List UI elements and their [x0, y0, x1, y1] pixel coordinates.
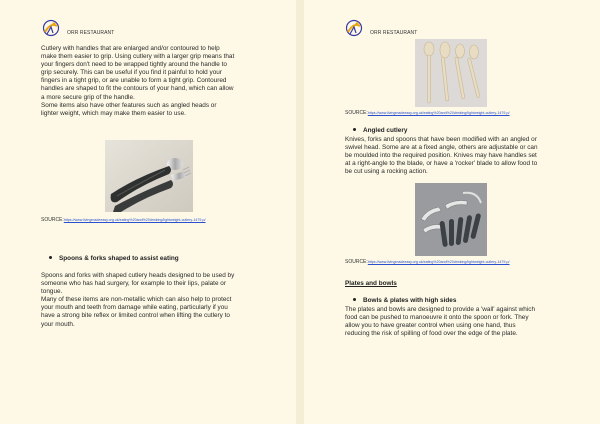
- bullet-dot-icon: [353, 298, 356, 301]
- text-line: grip securely. This can be useful if you find it painful to hold your: [41, 69, 222, 77]
- header-title: ORR RESTAURANT: [67, 30, 115, 36]
- text-line: a more secure grip of the handle.: [41, 93, 135, 101]
- left-page: [0, 0, 296, 424]
- image-source: [345, 259, 510, 266]
- text-line: Knives, forks and spoons that have been modified with an angled or: [345, 136, 537, 143]
- spoons-paragraph: [41, 272, 291, 329]
- text-line: tongue.: [41, 288, 63, 296]
- text-line: lighter weight, which may make them easier to use.: [41, 109, 186, 117]
- text-line: someone who has had surgery, for example to their lips, palate or: [41, 280, 226, 288]
- source-link[interactable]: https://www.livingmadeeasy.org.uk/eating%20and%20drinking/lightweight-cutlery-1479-p/: [63, 218, 206, 222]
- text-line: Spoons and forks with shaped cutlery heads designed to be used by: [41, 272, 235, 279]
- bowls-paragraph: [345, 306, 597, 338]
- image-source: [345, 110, 510, 117]
- source-label: SOURCE:: [41, 217, 64, 223]
- text-line: make them easier to grip. Using cutlery with a larger grip means that: [41, 53, 235, 61]
- text-line: swivel head. Some are at a fixed angle, others are adjustable or can: [345, 144, 538, 152]
- bullet-angled-cutlery: [353, 127, 407, 134]
- section-heading: Plates and bowls: [345, 280, 397, 287]
- bullet-dot-icon: [49, 256, 52, 259]
- wooden-spoons-photo: [415, 39, 487, 107]
- text-line: at a right-angle to the blade, or have a 'rocker' blade to allow food to: [345, 160, 538, 168]
- text-line: reducing the risk of spilling of food over the edge of the plate.: [345, 330, 518, 338]
- source-link[interactable]: https://www.livingmadeeasy.org.uk/eating%20and%20drinking/lightweight-cutlery-1479-p/: [367, 260, 510, 264]
- header-title: ORR RESTAURANT: [370, 30, 418, 36]
- source-label: SOURCE:: [345, 110, 368, 116]
- text-line: be moulded into the required position. Knives may have handles set: [345, 152, 537, 160]
- text-line: your fingers don't need to be wrapped tightly around the handle to: [41, 61, 227, 69]
- bullet-dot-icon: [353, 128, 356, 131]
- page-header: [344, 18, 417, 38]
- bullet-text: Bowls & plates with high sides: [363, 297, 457, 304]
- angled-paragraph: [345, 136, 597, 176]
- text-line: be cut using a rocking action.: [345, 168, 428, 176]
- intro-paragraph: [41, 45, 291, 118]
- text-line: food can be pushed to manoeuvre it onto the spoon or fork. They: [345, 314, 529, 322]
- angled-cutlery-photo: [415, 183, 487, 256]
- text-line: have a strong bite reflex or limited control when lifting the cutlery to: [41, 312, 230, 320]
- text-line: The plates and bowls are designed to provide a 'wall' against which: [345, 306, 536, 313]
- source-link[interactable]: https://www.livingmadeeasy.org.uk/eating%20and%20drinking/lightweight-cutlery-1479-p/: [367, 111, 510, 115]
- text-line: Some items also have other features such as angled heads or: [41, 101, 217, 109]
- bullet-text: Angled cutlery: [363, 127, 408, 134]
- image-source: [41, 217, 206, 224]
- page-gutter: [296, 0, 304, 424]
- text-line: Many of these items are non-metallic which can also help to protect: [41, 296, 232, 304]
- right-page: [304, 0, 600, 424]
- cutlery-photo: [105, 140, 193, 212]
- source-label: SOURCE:: [345, 259, 368, 265]
- bullet-spoons-forks: [49, 255, 179, 262]
- bullet-text: Spoons & forks shaped to assist eating: [59, 255, 179, 262]
- page-header: [41, 18, 114, 38]
- text-line: your mouth.: [41, 320, 75, 328]
- text-line: Cutlery with handles that are enlarged and/or contoured to help: [41, 45, 220, 52]
- bullet-bowls-plates: [353, 297, 456, 304]
- restaurant-logo: [344, 18, 364, 38]
- text-line: handles are shaped to fit the contours of your hand, which can allow: [41, 85, 234, 93]
- text-line: allow you to have greater control when using one hand, thus: [345, 322, 516, 330]
- text-line: fingers in a tight grip, or are unable to form a tight grip. Contoured: [41, 77, 227, 85]
- restaurant-logo: [41, 18, 61, 38]
- text-line: your mouth and teeth from damage while eating, particularly if you: [41, 304, 228, 312]
